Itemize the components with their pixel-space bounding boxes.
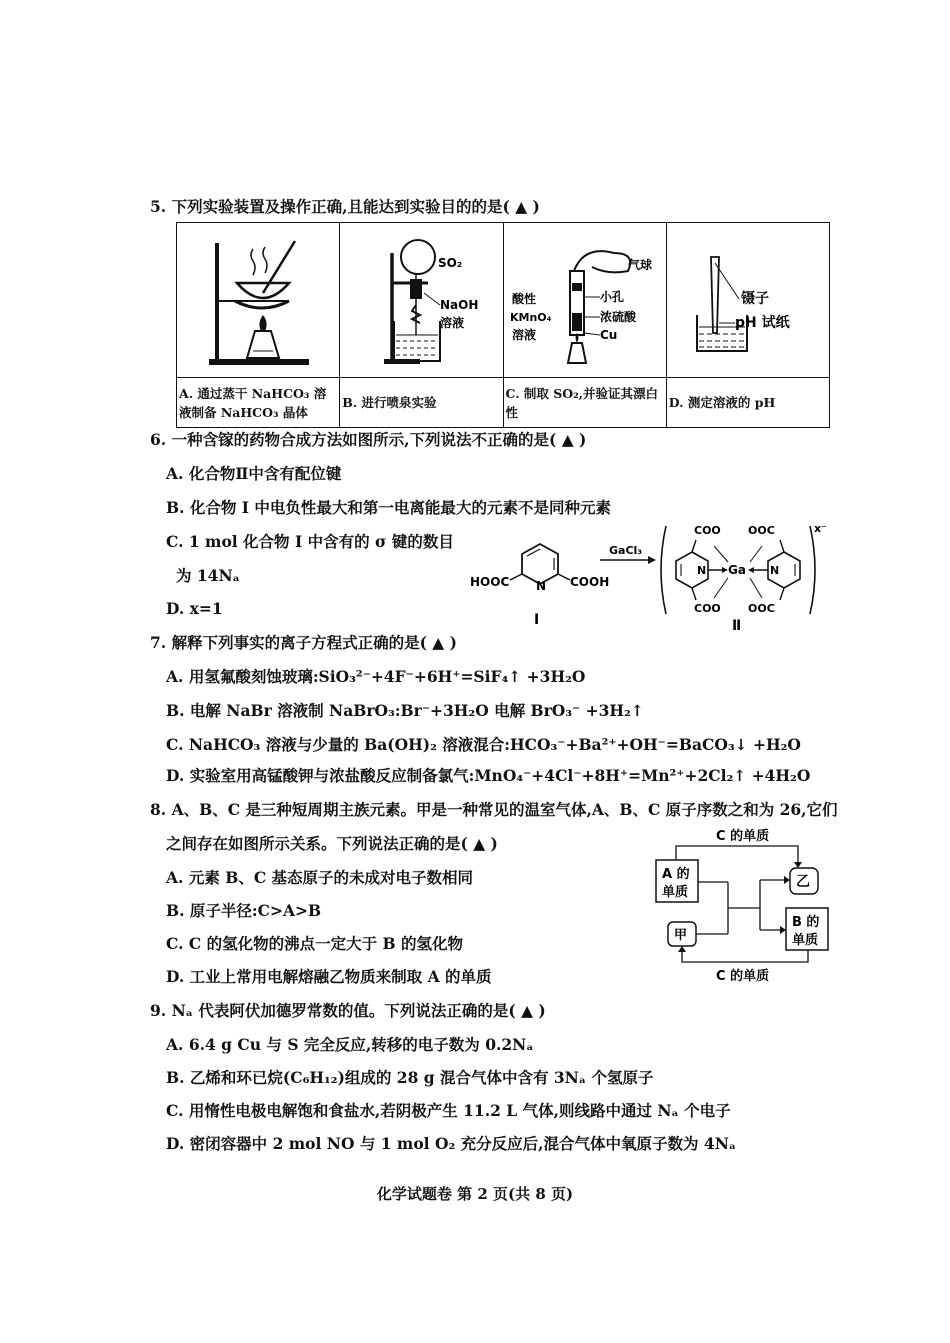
q5-caption-d: D. 测定溶液的 pH	[666, 378, 829, 428]
svg-text:N: N	[697, 564, 707, 577]
q8-option-b: B. 原子半径:C>A>B	[166, 901, 322, 920]
svg-text:Cu: Cu	[599, 328, 617, 342]
svg-text:B 的: B 的	[792, 915, 820, 930]
q5-stem: 5. 下列实验装置及操作正确,且能达到实验目的的是( ▲ )	[150, 197, 540, 216]
svg-text:单质: 单质	[792, 933, 819, 948]
q9-stem: 9. Nₐ 代表阿伏加德罗常数的值。下列说法正确的是( ▲ )	[150, 1001, 546, 1020]
q7-stem: 7. 解释下列事实的离子方程式正确的是( ▲ )	[150, 633, 457, 652]
svg-text:乙: 乙	[796, 874, 810, 890]
q5-figure-b	[340, 223, 503, 378]
q6-option-c: C. 1 mol 化合物 Ⅰ 中含有的 σ 键的数目	[166, 532, 454, 551]
svg-text:NaOH: NaOH	[440, 298, 479, 312]
svg-text:pH 试纸: pH 试纸	[734, 315, 790, 331]
svg-text:溶液: 溶液	[511, 328, 536, 342]
q8-stem-line-2: 之间存在如图所示关系。下列说法正确的是( ▲ )	[166, 834, 498, 853]
q5-figure-a	[177, 223, 340, 378]
q6-option-b: B. 化合物 Ⅰ 中电负性最大和第一电离能最大的元素不是同种元素	[166, 498, 611, 517]
ph-test-apparatus-icon	[667, 223, 821, 373]
q5-caption-c: C. 制取 SO₂,并验证其漂白性	[503, 378, 666, 428]
q6-option-d: D. x=1	[166, 599, 223, 618]
q9-option-b: B. 乙烯和环已烷(C₆H₁₂)组成的 28 g 混合气体中含有 3Nₐ 个氢原子	[166, 1068, 654, 1087]
svg-text:x⁻: x⁻	[814, 522, 827, 535]
svg-text:OOC: OOC	[748, 602, 775, 615]
q6-option-a: A. 化合物Ⅱ中含有配位键	[166, 464, 342, 483]
evaporation-apparatus-icon	[177, 223, 331, 373]
svg-text:镊子: 镊子	[740, 291, 769, 307]
svg-text:N: N	[536, 579, 547, 593]
q8-option-c: C. C 的氢化物的沸点一定大于 B 的氢化物	[166, 934, 463, 953]
q6-option-c-cont: 为 14Nₐ	[176, 566, 240, 585]
svg-text:C 的单质: C 的单质	[716, 829, 770, 844]
svg-text:酸性: 酸性	[511, 292, 536, 306]
q7-option-a: A. 用氢氟酸刻蚀玻璃:SiO₃²⁻+4F⁻+6H⁺=SiF₄↑ +3H₂O	[166, 667, 586, 686]
q5-apparatus-table	[176, 222, 830, 428]
svg-text:C 的单质: C 的单质	[716, 969, 770, 984]
svg-text:单质: 单质	[662, 885, 689, 900]
q9-option-c: C. 用惰性电极电解饱和食盐水,若阴极产生 11.2 L 气体,则线路中通过 Nₐ 个电子	[166, 1101, 731, 1120]
q9-option-a: A. 6.4 g Cu 与 S 完全反应,转移的电子数为 0.2Nₐ	[166, 1035, 534, 1054]
svg-text:甲: 甲	[674, 928, 688, 943]
so2-preparation-apparatus-icon	[504, 223, 658, 373]
q9-option-d: D. 密闭容器中 2 mol NO 与 1 mol O₂ 充分反应后,混合气体中氧原子数为 4Nₐ	[166, 1134, 737, 1153]
q5-caption-a: A. 通过蒸干 NaHCO₃ 溶液制备 NaHCO₃ 晶体	[177, 378, 340, 428]
svg-text:N: N	[770, 564, 780, 577]
element-relationship-diagram	[648, 822, 838, 987]
page-footer: 化学试题卷 第 2 页(共 8 页)	[376, 1185, 574, 1203]
q5-figure-d	[666, 223, 829, 378]
svg-text:Ga: Ga	[728, 563, 746, 577]
q7-option-d: D. 实验室用高锰酸钾与浓盐酸反应制备氯气:MnO₄⁻+4Cl⁻+8H⁺=Mn²⁺+2Cl₂↑ +4H₂O	[166, 766, 811, 785]
q6-stem: 6. 一种含镓的药物合成方法如图所示,下列说法不正确的是( ▲ )	[150, 430, 587, 449]
gallium-complex-synthesis-diagram	[470, 520, 840, 635]
q5-figure-c	[503, 223, 666, 378]
svg-text:小孔: 小孔	[599, 290, 624, 304]
svg-text:COO: COO	[694, 602, 721, 615]
svg-text:KMnO₄: KMnO₄	[509, 311, 551, 324]
q8-option-a: A. 元素 B、C 基态原子的未成对电子数相同	[166, 868, 474, 887]
q7-option-c: C. NaHCO₃ 溶液与少量的 Ba(OH)₂ 溶液混合:HCO₃⁻+Ba²⁺+OH⁻=BaCO₃↓ +H₂O	[166, 735, 801, 754]
svg-text:气球: 气球	[627, 258, 652, 272]
svg-text:COO: COO	[694, 524, 721, 537]
svg-text:Ⅱ: Ⅱ	[732, 618, 742, 634]
q8-stem-line-1: 8. A、B、C 是三种短周期主族元素。甲是一种常见的温室气体,A、B、C 原子序数之和为 26,它们	[150, 800, 838, 819]
q7-option-b: B. 电解 NaBr 溶液制 NaBrO₃:Br⁻+3H₂O 电解 BrO₃⁻ +3H₂↑	[166, 701, 644, 720]
svg-text:SO₂: SO₂	[438, 256, 463, 270]
q5-caption-b: B. 进行喷泉实验	[340, 378, 503, 428]
svg-text:浓硫酸: 浓硫酸	[599, 310, 636, 324]
fountain-apparatus-icon	[340, 223, 494, 373]
svg-text:溶液: 溶液	[440, 316, 465, 330]
svg-text:OOC: OOC	[748, 524, 775, 537]
svg-text:GaCl₃: GaCl₃	[609, 544, 643, 557]
svg-text:A 的: A 的	[662, 867, 690, 882]
svg-text:COOH: COOH	[570, 575, 610, 589]
svg-text:HOOC: HOOC	[470, 575, 510, 589]
svg-text:Ⅰ: Ⅰ	[534, 612, 540, 628]
q8-option-d: D. 工业上常用电解熔融乙物质来制取 A 的单质	[166, 967, 492, 986]
